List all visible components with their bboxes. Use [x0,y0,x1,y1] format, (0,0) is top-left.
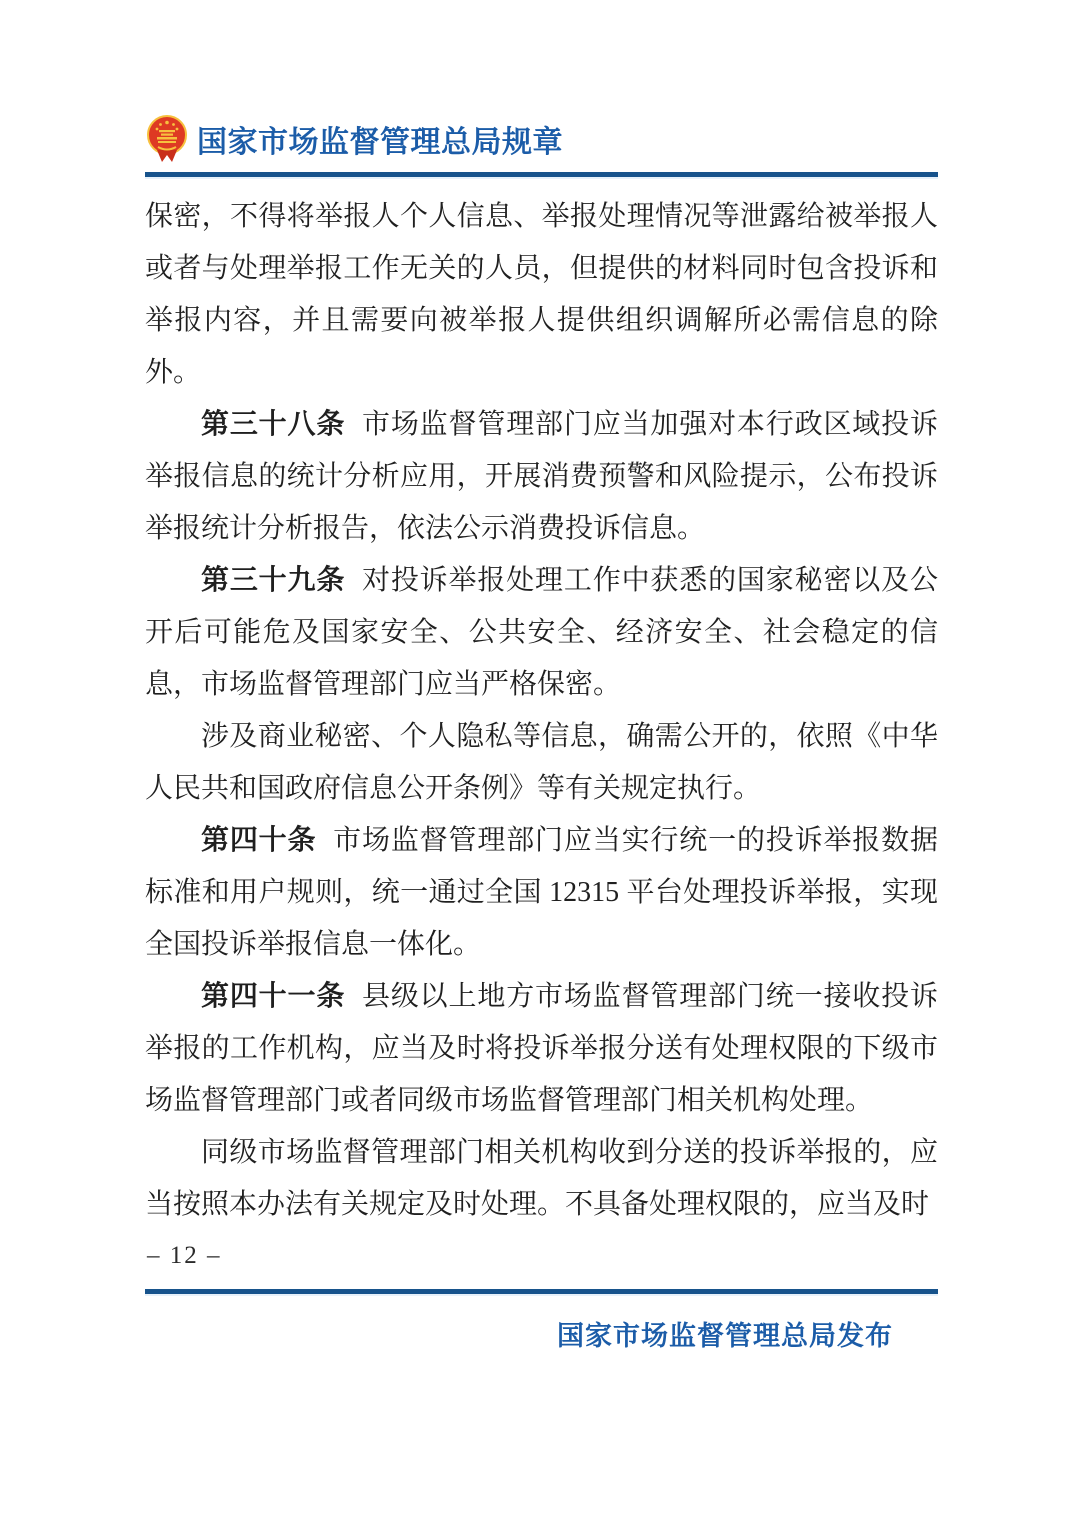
paragraph [145,555,938,711]
paragraph-text: 保密，不得将举报人个人信息、举报处理情况等泄露给被举报人或者与处理举报工作无关的人员，但提供的材料同时包含投诉和举报内容，并且需要向被举报人提供组织调解所必需信息的除外。 [145,201,938,388]
paragraph [145,815,938,971]
article-number: 第四十一条 [201,981,346,1012]
paragraph-text: 市场监督管理部门应当实行统一的投诉举报数据标准和用户规则，统一通过全国 12315 平台处理投诉举报，实现全国投诉举报信息一体化。 [145,825,938,960]
paragraph [145,971,938,1127]
publisher-line: 国家市场监督管理总局发布 [557,1321,893,1351]
paragraph [145,191,938,399]
article-number: 第四十条 [201,825,317,856]
paragraph-text: 市场监督管理部门应当加强对本行政区域投诉举报信息的统计分析应用，开展消费预警和风险提示，公布投诉举报统计分析报告，依法公示消费投诉信息。 [145,409,938,544]
article-number: 第三十八条 [201,409,346,440]
paragraph [145,711,938,815]
page-title: 国家市场监督管理总局规章 [197,125,563,159]
paragraph-text: 同级市场监督管理部门相关机构收到分送的投诉举报的，应当按照本办法有关规定及时处理。不具备处理权限的，应当及时 [145,1137,938,1220]
paragraph [145,399,938,555]
paragraph [145,1127,938,1231]
footer-rule [145,1289,938,1296]
page-number: – 12 – [147,1242,222,1269]
paragraph-text: 县级以上地方市场监督管理部门统一接收投诉举报的工作机构，应当及时将投诉举报分送有处理权限的下级市场监督管理部门或者同级市场监督管理部门相关机构处理。 [145,981,938,1116]
document-body [145,191,938,1231]
article-number: 第三十九条 [201,565,346,596]
paragraph-text: 对投诉举报处理工作中获悉的国家秘密以及公开后可能危及国家安全、公共安全、经济安全、社会稳定的信息，市场监督管理部门应当严格保密。 [145,565,938,700]
header-rule [145,172,938,179]
national-emblem-icon [145,114,189,163]
paragraph-text: 涉及商业秘密、个人隐私等信息，确需公开的，依照《中华人民共和国政府信息公开条例》等有关规定执行。 [145,721,938,804]
page-header [145,114,563,163]
